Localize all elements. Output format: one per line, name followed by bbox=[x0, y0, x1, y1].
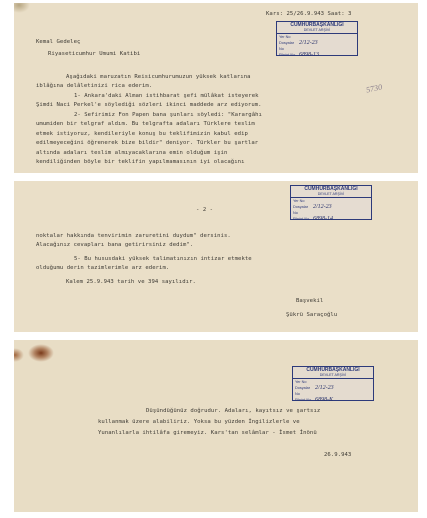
body-line: Alacağınız cevapları bana getirirsiniz dedim". bbox=[36, 242, 194, 248]
body-line: noktalar hakkında tenvirimin zaruretini duydum" dersinis. bbox=[36, 233, 231, 239]
addressee-name: Kemal Gedeleç bbox=[36, 39, 81, 45]
stamp-value: 6898-K bbox=[315, 396, 333, 403]
body-line: umumiden bir telgraf aldım. Bu telgrafta adaları Türklere teslim bbox=[36, 121, 255, 127]
page-number: - 2 - bbox=[196, 207, 214, 213]
body-line: etmek istiyoruz, kendileriyle konuş bu teklifimizin kabul edip bbox=[36, 131, 248, 137]
body-line: Düşündüğünüz doğrudur. Adaları, kayıtsız ve şartsız bbox=[146, 408, 321, 414]
stamp-subtitle: DEVLET ARŞİVİ bbox=[291, 192, 371, 198]
document-date: 26.9.943 bbox=[324, 452, 352, 458]
archive-stamp bbox=[292, 366, 374, 401]
stamp-value: 6898-14 bbox=[313, 215, 333, 222]
body-line: Şimdi Naci Perkel'e söylediği sözleri ikinci maddede arz ediyorum. bbox=[36, 102, 262, 108]
body-line: Yunanlılarla ihtilâfa giremeyiz. Kars'tan selâmlar - İsmet İnönü bbox=[98, 430, 317, 436]
header-date-time: Kars: 25/26.9.943 Saat: 3 bbox=[266, 11, 352, 17]
paper-stain bbox=[14, 348, 24, 362]
document-page-2 bbox=[14, 181, 418, 332]
body-line: altında adaları teslim almıyacaklarına emin olduğum işin bbox=[36, 150, 228, 156]
stamp-label: Fihrist No bbox=[279, 52, 296, 57]
stamp-label: Dosyalar No bbox=[279, 40, 294, 51]
stamp-label: Fihrist No bbox=[293, 216, 310, 221]
body-line: kullanmak üzere alabiliriz. Yoksa bu yüzden İngilizlerle ve bbox=[98, 419, 300, 425]
stamp-subtitle: DEVLET ARŞİVİ bbox=[293, 373, 373, 379]
body-line: iblâğına delâletinizi rica ederim. bbox=[36, 83, 153, 89]
body-line: Aşağıdaki maruzatın Reisicumhurumuzun yüksek katlarına bbox=[66, 74, 251, 80]
archive-stamp bbox=[290, 185, 372, 220]
signature-title: Başvekil bbox=[296, 298, 324, 304]
paper-stain bbox=[14, 3, 30, 13]
paper-stain bbox=[28, 344, 54, 362]
addressee-title: Riyaseticumhur Umumi Katibi bbox=[48, 51, 141, 57]
body-line: kendiliğinden böyle bir teklifin yapılmamasının iyi olacağını bbox=[36, 159, 245, 165]
stamp-label: Yer No bbox=[295, 379, 307, 384]
body-line: edilmeyeceğini öğrenerek bize bildir" deniyor. Türkler bu şartlar bbox=[36, 140, 259, 146]
stamp-value: 2/12-23 bbox=[315, 384, 334, 391]
stamp-label: Yer No bbox=[293, 198, 305, 203]
stamp-value: 2/12-23 bbox=[313, 203, 332, 210]
body-line: 5- Bu hususdaki yüksek talimatınızın intizar etmekte bbox=[74, 256, 252, 262]
stamp-label: Dosyalar No bbox=[295, 385, 310, 396]
body-line: olduğumu derin tazimlerimle arz ederim. bbox=[36, 265, 170, 271]
stamp-subtitle: DEVLET ARŞİVİ bbox=[277, 28, 357, 34]
stamp-value: 2/12-23 bbox=[299, 39, 318, 46]
body-line: 2- Sefirimiz Fon Papen bana şunları söyledi: "Karargâhı bbox=[74, 112, 262, 118]
body-line: Kalem 25.9.943 tarih ve 394 sayılıdır. bbox=[66, 279, 196, 285]
stamp-label: Fihrist No bbox=[295, 397, 312, 402]
signature-name: Şükrü Saraçoğlu bbox=[286, 312, 338, 318]
stamp-label: Dosyalar No bbox=[293, 204, 308, 215]
body-line: 1- Ankara'daki Alman istihbarat şefi mülâkat isteyerek bbox=[74, 93, 259, 99]
stamp-label: Yer No bbox=[279, 34, 291, 39]
document-page-1 bbox=[14, 3, 418, 173]
stamp-title: CUMHURBAŞKANLIĞI bbox=[306, 367, 360, 373]
stamp-value: 6898-13 bbox=[299, 51, 319, 58]
stamp-title: CUMHURBAŞKANLIĞI bbox=[304, 186, 358, 192]
document-page-3 bbox=[14, 340, 418, 512]
archive-stamp bbox=[276, 21, 358, 56]
stamp-title: CUMHURBAŞKANLIĞI bbox=[290, 22, 344, 28]
pencil-note: 5730 bbox=[365, 82, 383, 95]
